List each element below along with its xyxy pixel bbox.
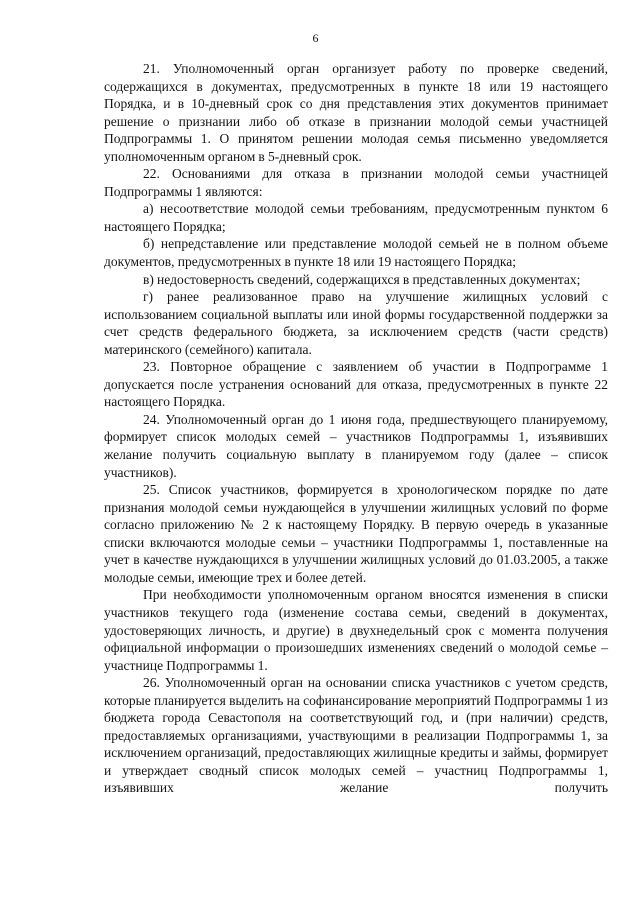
paragraph-22: 22. Основаниями для отказа в признании молодой семьи участницей Подпрограммы 1 являются: <box>104 166 608 199</box>
paragraph-26: 26. Уполномоченный орган на основании списка участников с учетом средств, которые планируется выделить на софинансирование мероприятий Подпрограммы 1 из бюджета города Севастополя на соответствующий год, и (при наличии) средств, предоставляемых организациями, участвующими в реализации Подпрограммы 1, за исключением организаций, предоставляющих жилищные кредиты и займы, формирует и утверждает сводный список молодых семей – участниц Подпрограммы 1, изъявивших желание получить <box>104 675 608 796</box>
paragraph-25: 25. Список участников, формируется в хронологическом порядке по дате признания молодой семьи нуждающейся в улучшении жилищных условий по форме согласно приложению № 2 к настоящему Порядку. В первую очередь в указанные списки включаются молодые семьи – участники Подпрограммы 1, поставленные на учет в качестве нуждающихся в улучшении жилищных условий до 01.03.2005, а также молодые семьи, имеющие трех и более детей. <box>104 482 608 585</box>
paragraph-21: 21. Уполномоченный орган организует работу по проверке сведений, содержащихся в документах, предусмотренных в пункте 18 или 19 настоящего Порядка, и в 10-дневный срок со дня представления этих документов принимает решение о признании либо об отказе в признании молодой семьи участницей Подпрограммы 1. О принятом решении молодая семья письменно уведомляется уполномоченным органом в 5-дневный срок. <box>104 61 608 164</box>
paragraph-22-a: а) несоответствие молодой семьи требованиям, предусмотренным пунктом 6 настоящего Порядка; <box>104 201 608 234</box>
paragraph-23: 23. Повторное обращение с заявлением об участии в Подпрограмме 1 допускается после устранения оснований для отказа, предусмотренных в пункте 22 настоящего Порядка. <box>104 359 608 410</box>
paragraph-22-v: в) недостоверность сведений, содержащихся в представленных документах; <box>143 271 581 287</box>
page-number: 6 <box>312 31 319 45</box>
paragraph-24: 24. Уполномоченный орган до 1 июня года, предшествующего планируемому, формирует список молодых семей – участников Подпрограммы 1, изъявивших желание получить социальную выплату в планируемом году (далее – список участников). <box>104 411 608 480</box>
document-body <box>104 60 608 797</box>
paragraph-25-changes: При необходимости уполномоченным органом вносятся изменения в списки участников текущего года (изменение состава семьи, сведений в документах, удостоверяющих личность, и другие) в двухнедельный срок с момента получения официальной информации о произошедших изменениях сведений о молодой семье – участнице Подпрограммы 1. <box>104 587 608 673</box>
paragraph-22-g: г) ранее реализованное право на улучшение жилищных условий с использованием социальной выплаты или иной формы государственной поддержки за счет средств федерального бюджета, за исключением средств (части средств) материнского (семейного) капитала. <box>104 289 608 357</box>
paragraph-22-b: б) непредставление или представление молодой семьей не в полном объеме документов, предусмотренных в пункте 18 или 19 настоящего Порядка; <box>104 236 608 270</box>
